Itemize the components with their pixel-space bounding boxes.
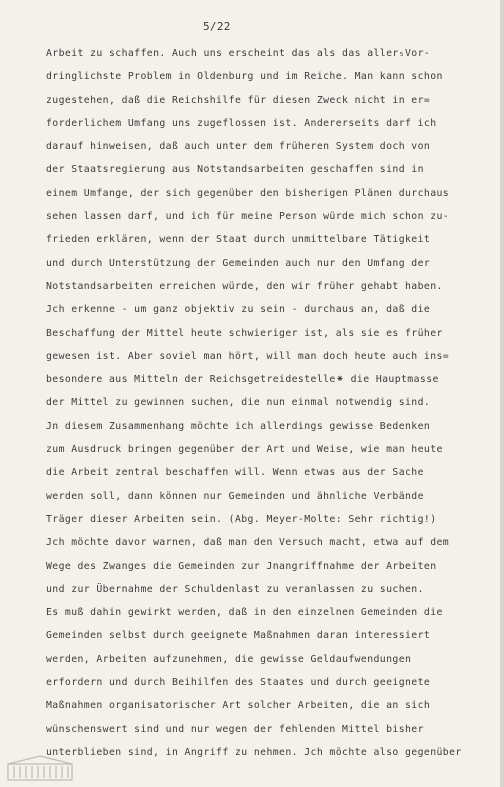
text-line: Jch erkenne - um ganz objektiv zu sein - durchaus an, daß die: [46, 304, 431, 316]
text-line: die Arbeit zentral beschaffen will. Wenn etwas aus der Sache: [46, 467, 424, 479]
text-line: Es muß dahin gewirkt werden, daß in den einzelnen Gemeinden die: [46, 607, 443, 619]
page-number: 5/22: [203, 20, 231, 33]
text-line: werden, Arbeiten aufzunehmen, die gewisse Geldaufwendungen: [46, 653, 412, 665]
text-line: werden soll, dann können nur Gemeinden und ähnliche Verbände: [46, 490, 424, 502]
text-line: wünschenswert sind und nur wegen der fehlenden Mittel bisher: [46, 723, 424, 735]
text-line: zum Ausdruck bringen gegenüber der Art und Weise, wie man heute: [46, 444, 443, 456]
text-line: der Staatsregierung aus Notstandsarbeiten geschaffen sind in: [46, 164, 424, 176]
text-line: frieden erklären, wenn der Staat durch unmittelbare Tätigkeit: [46, 234, 431, 246]
text-line: Jn diesem Zusammenhang möchte ich allerdings gewisse Bedenken: [46, 420, 431, 432]
archive-building-logo-icon: [6, 754, 74, 782]
text-line: Arbeit zu schaffen. Auch uns erscheint das als das aller₅Vor-: [46, 48, 431, 59]
text-line: Maßnahmen organisatorischer Art solcher Arbeiten, die an sich: [46, 700, 431, 712]
text-line: Wege des Zwanges die Gemeinden zur Jnangriffnahme der Arbeiten: [46, 560, 437, 572]
document-body: [46, 42, 504, 764]
text-line: Träger dieser Arbeiten sein. (Abg. Meyer-Molte: Sehr richtig!): [46, 513, 437, 525]
text-line: erfordern und durch Beihilfen des Staates und durch geeignete: [46, 677, 431, 689]
text-line: unterblieben sind, in Angriff zu nehmen. Jch möchte also gegenüber: [46, 746, 462, 758]
text-line: zugestehen, daß die Reichshilfe für diesen Zweck nicht in er=: [46, 94, 431, 106]
text-line: Jch möchte davor warnen, daß man den Versuch macht, etwa auf dem: [46, 537, 450, 549]
text-line: sehen lassen darf, und ich für meine Person würde mich schon zu-: [46, 211, 450, 223]
text-line: Gemeinden selbst durch geeignete Maßnahmen daran interessiert: [46, 630, 431, 642]
text-line: dringlichste Problem in Oldenburg und im Reiche. Man kann schon: [46, 71, 443, 83]
text-line: Beschaffung der Mittel heute schwieriger ist, als sie es früher: [46, 327, 443, 339]
text-line: einem Umfange, der sich gegenüber den bisherigen Plänen durchaus: [46, 187, 450, 199]
text-line: forderlichem Umfang uns zugeflossen ist. Andererseits darf ich: [46, 117, 437, 129]
text-line: der Mittel zu gewinnen suchen, die nun einmal notwendig sind.: [46, 397, 431, 409]
text-line: gewesen ist. Aber soviel man hört, will man doch heute auch ins=: [46, 350, 450, 362]
text-line: darauf hinweisen, daß auch unter dem früheren System doch von: [46, 141, 431, 153]
text-line: Notstandsarbeiten erreichen würde, den wir früher gehabt haben.: [46, 280, 443, 292]
text-line: besondere aus Mitteln der Reichsgetreidestelle⁕ die Hauptmasse: [46, 374, 439, 386]
text-line: und zur Übernahme der Schuldenlast zu veranlassen zu suchen.: [46, 583, 424, 595]
text-line: und durch Unterstützung der Gemeinden auch nur den Umfang der: [46, 257, 431, 269]
